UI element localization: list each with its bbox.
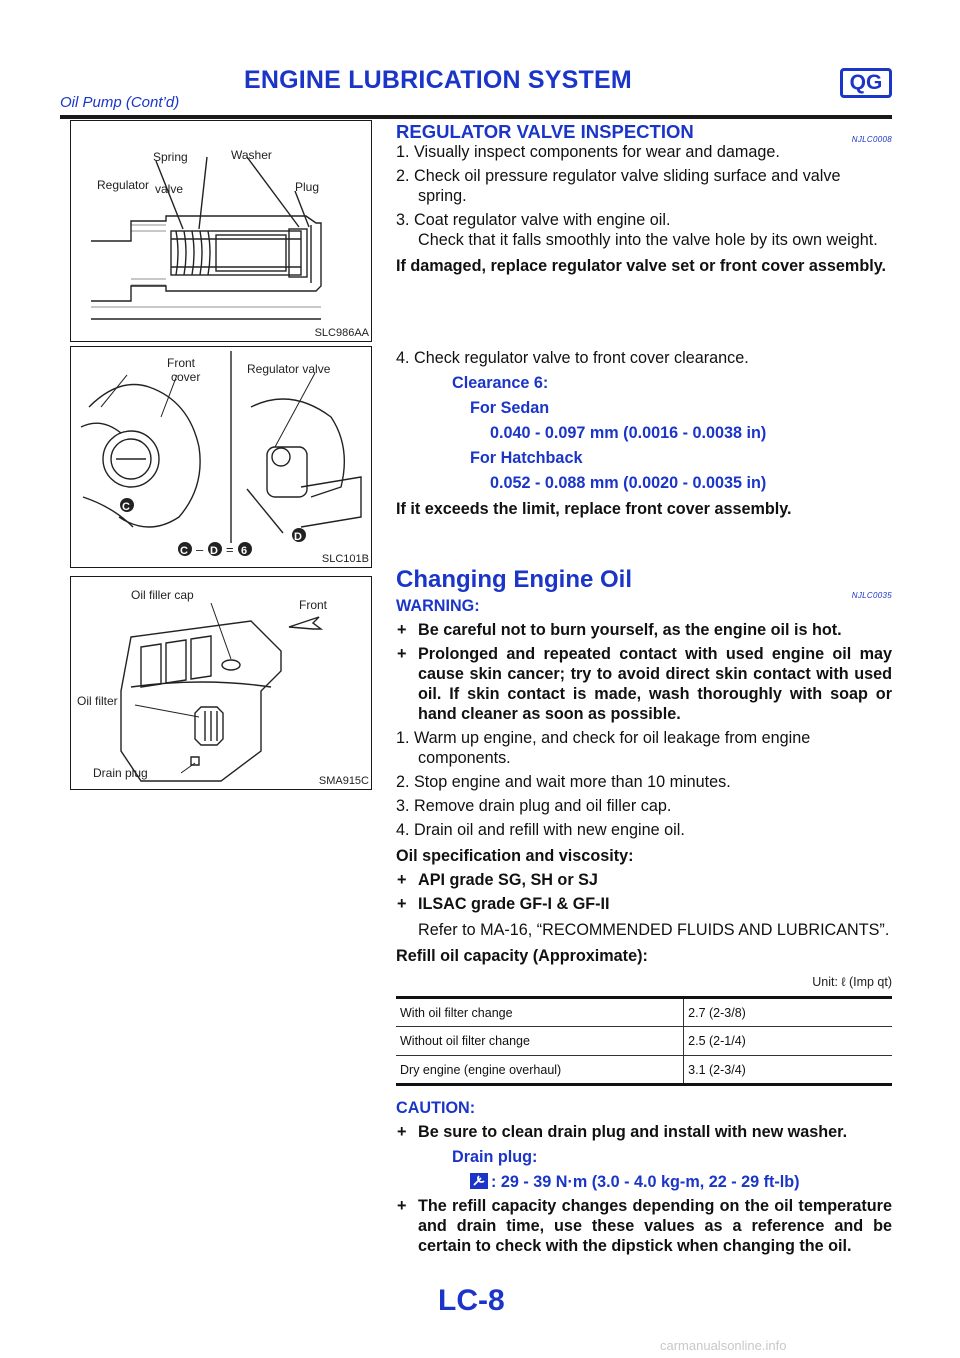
bullet-symbol: + bbox=[397, 621, 407, 639]
unit-label: Unit: ℓ (Imp qt) bbox=[812, 975, 892, 989]
bullet-symbol: + bbox=[397, 871, 407, 889]
table-cell: Without oil filter change bbox=[396, 1027, 684, 1056]
oil-step-1: 1. Warm up engine, and check for oil leakage from engine components. bbox=[396, 729, 811, 767]
capacity-heading: Refill oil capacity (Approximate): bbox=[396, 947, 648, 965]
spec-reference: Refer to MA-16, “RECOMMENDED FLUIDS AND LUBRICANTS”. bbox=[418, 921, 890, 939]
bullet-symbol: + bbox=[397, 1123, 407, 1141]
formula-minus: – bbox=[196, 542, 204, 557]
marker-c-label: C bbox=[122, 501, 130, 513]
bullet-symbol: + bbox=[397, 895, 407, 913]
bullet-symbol: + bbox=[397, 1197, 407, 1215]
label-regulator: Regulator bbox=[97, 178, 150, 192]
drain-plug-torque: : 29 - 39 N·m (3.0 - 4.0 kg-m, 22 - 29 ft-lb) bbox=[396, 1172, 892, 1192]
caution-item: + The refill capacity changes depending on the oil temperature and drain time, use these values as a reference and be certain to check with the dipstick when changing the oil. bbox=[397, 1197, 892, 1255]
torque-wrench-icon bbox=[470, 1173, 488, 1189]
regulator-inspection-section bbox=[396, 122, 892, 276]
table-cell: With oil filter change bbox=[396, 998, 684, 1027]
figure-code: SLC101B bbox=[321, 553, 369, 565]
label-front: Front bbox=[299, 598, 328, 612]
clearance-illustration bbox=[71, 347, 371, 567]
label-plug: Plug bbox=[295, 180, 320, 194]
bullet-symbol: + bbox=[397, 645, 407, 663]
exceed-note: If it exceeds the limit, replace front cover assembly. bbox=[396, 500, 792, 518]
table-cell: Dry engine (engine overhaul) bbox=[396, 1056, 684, 1085]
label-washer: Washer bbox=[231, 148, 272, 162]
table-row bbox=[396, 1027, 892, 1056]
regulator-valve-illustration bbox=[71, 121, 371, 341]
section-subtitle: Oil Pump (Cont’d) bbox=[60, 94, 180, 111]
label-valve: valve bbox=[155, 182, 184, 196]
table-cell: 2.5 (2-1/4) bbox=[684, 1027, 892, 1056]
spec-heading: Oil specification and viscosity: bbox=[396, 847, 634, 865]
figure-code: SLC986AA bbox=[314, 327, 369, 339]
regulator-step-1: 1. Visually inspect components for wear and damage. bbox=[396, 143, 780, 161]
table-cell: 2.7 (2-3/8) bbox=[684, 998, 892, 1027]
clearance-label: Clearance 6: bbox=[452, 374, 549, 392]
oil-step-3: 3. Remove drain plug and oil filler cap. bbox=[396, 797, 672, 815]
formula-equals: = bbox=[226, 542, 234, 557]
label-spring: Spring bbox=[153, 150, 188, 164]
reference-code: NJLC0008 bbox=[851, 135, 892, 144]
figure-clearance-measurement bbox=[70, 346, 372, 568]
caution-label: CAUTION: bbox=[396, 1099, 476, 1117]
regulator-step-3-note: Check that it falls smoothly into the valve hole by its own weight. bbox=[418, 231, 878, 249]
oil-change-section bbox=[396, 566, 892, 1256]
oil-step-2: 2. Stop engine and wait more than 10 minutes. bbox=[396, 773, 731, 791]
engine-illustration bbox=[71, 577, 371, 789]
label-oil-filler-cap: Oil filler cap bbox=[131, 588, 194, 602]
marker-d-label: D bbox=[294, 531, 302, 543]
regulator-heading: REGULATOR VALVE INSPECTION NJLC0008 bbox=[396, 122, 892, 142]
oil-change-heading: Changing Engine Oil NJLC0035 bbox=[396, 566, 892, 594]
spec-item: + ILSAC grade GF-I & GF-II bbox=[397, 895, 610, 913]
figure-regulator-valve bbox=[70, 120, 372, 342]
warning-item: + Prolonged and repeated contact with used engine oil may cause skin cancer; try to avoid direct skin contact with used oil. If skin contact is made, wash thoroughly with soap or hand cleaner as soon as possible. bbox=[397, 645, 892, 723]
label-front: Front bbox=[167, 356, 196, 370]
figure-code: SMA915C bbox=[318, 775, 369, 787]
sedan-label: For Sedan bbox=[470, 399, 550, 417]
table-cell: 3.1 (2-3/4) bbox=[684, 1056, 892, 1085]
formula-6-label: 6 bbox=[241, 545, 248, 557]
table-row bbox=[396, 998, 892, 1027]
label-oil-filter: Oil filter bbox=[77, 694, 118, 708]
clearance-section bbox=[396, 348, 892, 519]
warning-label: WARNING: bbox=[396, 597, 480, 615]
formula-c-label: C bbox=[180, 545, 188, 557]
spec-item: + API grade SG, SH or SJ bbox=[397, 871, 598, 889]
sedan-value: 0.040 - 0.097 mm (0.0016 - 0.0038 in) bbox=[490, 424, 767, 442]
caution-item: + Be sure to clean drain plug and install with new washer. bbox=[397, 1123, 848, 1141]
hatchback-label: For Hatchback bbox=[470, 449, 583, 467]
regulator-step-2: 2. Check oil pressure regulator valve sliding surface and valve spring. bbox=[396, 167, 841, 205]
label-cover: cover bbox=[171, 370, 201, 384]
regulator-step-3: 3. Coat regulator valve with engine oil. Check that it falls smoothly into the valve hole by its own weight. bbox=[396, 210, 892, 250]
watermark: carmanualsonline.info bbox=[660, 1338, 787, 1353]
capacity-table bbox=[396, 996, 892, 1086]
table-row bbox=[396, 1056, 892, 1085]
damage-note: If damaged, replace regulator valve set or front cover assembly. bbox=[396, 257, 887, 275]
figure-engine-oil-locations bbox=[70, 576, 372, 790]
section-title: ENGINE LUBRICATION SYSTEM bbox=[244, 66, 632, 94]
reference-code: NJLC0035 bbox=[851, 591, 892, 600]
drain-plug-label: Drain plug: bbox=[452, 1148, 538, 1166]
warning-item: + Be careful not to burn yourself, as the engine oil is hot. bbox=[397, 621, 842, 639]
oil-step-4: 4. Drain oil and refill with new engine oil. bbox=[396, 821, 685, 839]
engine-code-badge: QG bbox=[840, 68, 892, 98]
page-number: LC-8 bbox=[438, 1284, 505, 1317]
hatchback-value: 0.052 - 0.088 mm (0.0020 - 0.0035 in) bbox=[490, 474, 767, 492]
formula-d-label: D bbox=[210, 545, 218, 557]
label-regulator-valve: Regulator valve bbox=[247, 362, 331, 376]
regulator-step-4: 4. Check regulator valve to front cover clearance. bbox=[396, 349, 749, 367]
header-rule bbox=[60, 115, 892, 119]
label-drain-plug: Drain plug bbox=[93, 766, 148, 780]
